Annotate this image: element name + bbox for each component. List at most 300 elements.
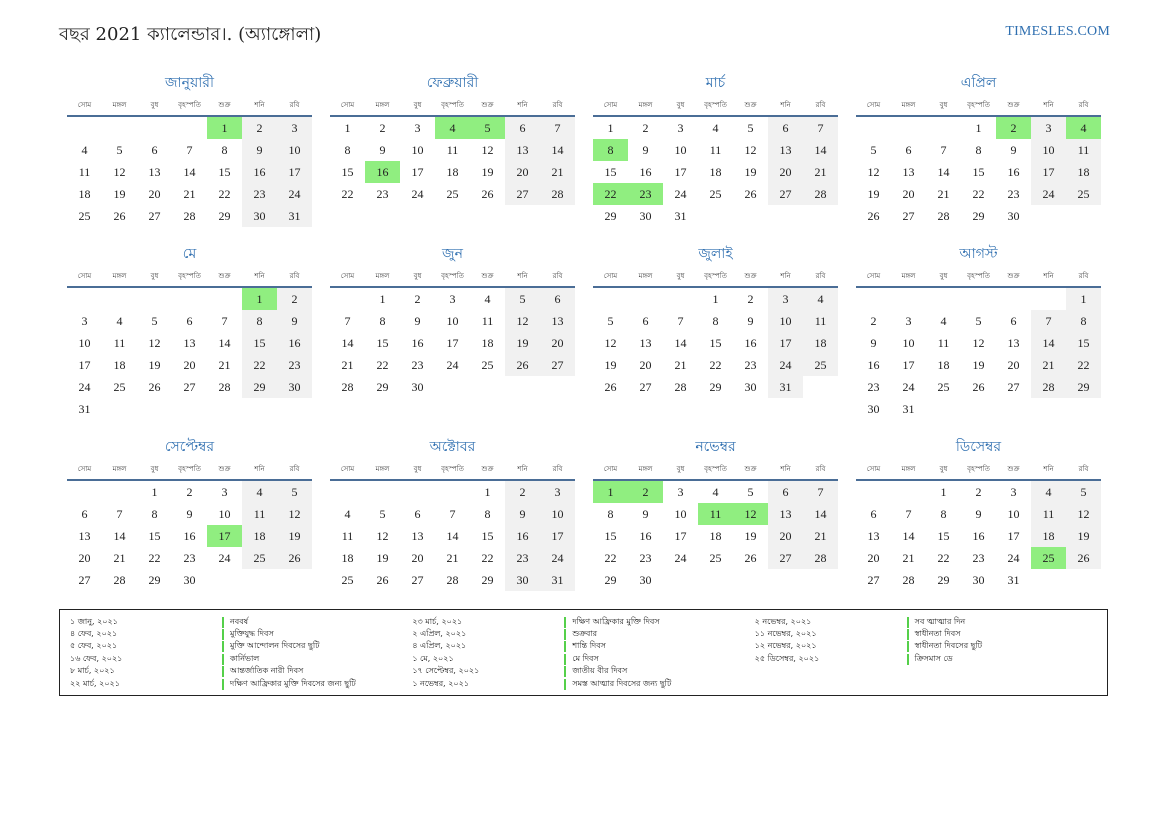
day-cell[interactable]: 5 <box>975 313 982 328</box>
day-cell[interactable]: 21 <box>218 357 231 372</box>
day-cell[interactable]: 28 <box>446 572 459 587</box>
day-cell[interactable]: 10 <box>674 506 687 521</box>
day-cell[interactable]: 18 <box>1066 161 1101 183</box>
day-cell[interactable]: 19 <box>744 164 757 179</box>
day-cell[interactable]: 24 <box>1007 550 1020 565</box>
day-cell[interactable]: 26 <box>376 572 389 587</box>
day-cell[interactable]: 4 <box>116 313 123 328</box>
day-cell[interactable]: 23 <box>242 183 277 205</box>
day-cell[interactable]: 27 <box>540 354 575 376</box>
day-cell[interactable]: 6 <box>540 288 575 310</box>
day-cell[interactable]: 27 <box>902 208 915 223</box>
day-cell[interactable]: 18 <box>1031 525 1066 547</box>
day-cell[interactable]: 10 <box>902 335 915 350</box>
day-cell[interactable]: 20 <box>639 357 652 372</box>
day-cell[interactable]: 16 <box>277 332 312 354</box>
day-cell[interactable]: 29 <box>148 572 161 587</box>
day-cell[interactable]: 7 <box>905 506 912 521</box>
day-cell[interactable]: 14 <box>446 528 459 543</box>
day-cell[interactable]: 5 <box>607 313 614 328</box>
day-cell[interactable]: 30 <box>867 401 880 416</box>
day-cell[interactable]: 15 <box>481 528 494 543</box>
day-cell[interactable]: 13 <box>1007 335 1020 350</box>
day-cell[interactable]: 14 <box>218 335 231 350</box>
day-cell[interactable]: 25 <box>1066 183 1101 205</box>
day-cell[interactable]: 20 <box>183 357 196 372</box>
day-cell[interactable]: 26 <box>604 379 617 394</box>
day-cell[interactable]: 26 <box>505 354 540 376</box>
day-cell[interactable]: 19 <box>867 186 880 201</box>
day-cell[interactable]: 26 <box>277 547 312 569</box>
day-cell[interactable]: 14 <box>183 164 196 179</box>
day-cell[interactable]: 21 <box>540 161 575 183</box>
day-cell[interactable]: 22 <box>376 357 389 372</box>
day-cell[interactable]: 7 <box>186 142 193 157</box>
holiday-day-cell[interactable]: 12 <box>733 503 768 525</box>
day-cell[interactable]: 5 <box>505 288 540 310</box>
day-cell[interactable]: 21 <box>803 161 838 183</box>
day-cell[interactable]: 5 <box>1066 481 1101 503</box>
day-cell[interactable]: 12 <box>148 335 161 350</box>
day-cell[interactable]: 20 <box>902 186 915 201</box>
day-cell[interactable]: 30 <box>277 376 312 398</box>
day-cell[interactable]: 12 <box>604 335 617 350</box>
day-cell[interactable]: 8 <box>379 313 386 328</box>
day-cell[interactable]: 26 <box>744 550 757 565</box>
day-cell[interactable]: 14 <box>341 335 354 350</box>
day-cell[interactable]: 19 <box>505 332 540 354</box>
day-cell[interactable]: 4 <box>344 506 351 521</box>
day-cell[interactable]: 9 <box>1010 142 1017 157</box>
day-cell[interactable]: 21 <box>446 550 459 565</box>
day-cell[interactable]: 2 <box>975 484 982 499</box>
day-cell[interactable]: 28 <box>803 183 838 205</box>
day-cell[interactable]: 6 <box>768 481 803 503</box>
day-cell[interactable]: 10 <box>277 139 312 161</box>
day-cell[interactable]: 25 <box>446 186 459 201</box>
day-cell[interactable]: 24 <box>540 547 575 569</box>
day-cell[interactable]: 26 <box>744 186 757 201</box>
holiday-day-cell[interactable]: 16 <box>365 161 400 183</box>
day-cell[interactable]: 15 <box>604 164 617 179</box>
day-cell[interactable]: 1 <box>712 291 719 306</box>
day-cell[interactable]: 18 <box>803 332 838 354</box>
day-cell[interactable]: 8 <box>940 506 947 521</box>
day-cell[interactable]: 11 <box>1031 503 1066 525</box>
day-cell[interactable]: 24 <box>768 354 803 376</box>
day-cell[interactable]: 1 <box>1066 288 1101 310</box>
day-cell[interactable]: 24 <box>411 186 424 201</box>
day-cell[interactable]: 12 <box>113 164 126 179</box>
day-cell[interactable]: 15 <box>376 335 389 350</box>
day-cell[interactable]: 30 <box>505 569 540 591</box>
day-cell[interactable]: 16 <box>505 525 540 547</box>
day-cell[interactable]: 31 <box>674 208 687 223</box>
day-cell[interactable]: 16 <box>744 335 757 350</box>
day-cell[interactable]: 10 <box>1007 506 1020 521</box>
day-cell[interactable]: 23 <box>376 186 389 201</box>
day-cell[interactable]: 27 <box>1007 379 1020 394</box>
day-cell[interactable]: 30 <box>1007 208 1020 223</box>
day-cell[interactable]: 21 <box>1031 354 1066 376</box>
day-cell[interactable]: 25 <box>113 379 126 394</box>
day-cell[interactable]: 21 <box>113 550 126 565</box>
day-cell[interactable]: 12 <box>972 335 985 350</box>
day-cell[interactable]: 6 <box>1010 313 1017 328</box>
day-cell[interactable]: 7 <box>344 313 351 328</box>
day-cell[interactable]: 6 <box>151 142 158 157</box>
day-cell[interactable]: 6 <box>870 506 877 521</box>
day-cell[interactable]: 23 <box>744 357 757 372</box>
day-cell[interactable]: 9 <box>379 142 386 157</box>
day-cell[interactable]: 18 <box>446 164 459 179</box>
day-cell[interactable]: 26 <box>972 379 985 394</box>
day-cell[interactable]: 11 <box>709 142 722 157</box>
day-cell[interactable]: 9 <box>870 335 877 350</box>
holiday-day-cell[interactable]: 4 <box>1066 117 1101 139</box>
day-cell[interactable]: 16 <box>242 161 277 183</box>
day-cell[interactable]: 20 <box>78 550 91 565</box>
day-cell[interactable]: 5 <box>116 142 123 157</box>
day-cell[interactable]: 19 <box>604 357 617 372</box>
day-cell[interactable]: 31 <box>1007 572 1020 587</box>
holiday-day-cell[interactable]: 5 <box>470 117 505 139</box>
day-cell[interactable]: 14 <box>902 528 915 543</box>
day-cell[interactable]: 9 <box>414 313 421 328</box>
day-cell[interactable]: 3 <box>221 484 228 499</box>
day-cell[interactable]: 31 <box>902 401 915 416</box>
day-cell[interactable]: 19 <box>277 525 312 547</box>
day-cell[interactable]: 22 <box>972 186 985 201</box>
day-cell[interactable]: 1 <box>379 291 386 306</box>
day-cell[interactable]: 20 <box>505 161 540 183</box>
day-cell[interactable]: 17 <box>674 528 687 543</box>
day-cell[interactable]: 7 <box>1031 310 1066 332</box>
day-cell[interactable]: 16 <box>972 528 985 543</box>
day-cell[interactable]: 2 <box>505 481 540 503</box>
day-cell[interactable]: 14 <box>803 139 838 161</box>
day-cell[interactable]: 5 <box>277 481 312 503</box>
day-cell[interactable]: 13 <box>411 528 424 543</box>
day-cell[interactable]: 9 <box>747 313 754 328</box>
day-cell[interactable]: 21 <box>803 525 838 547</box>
day-cell[interactable]: 8 <box>975 142 982 157</box>
day-cell[interactable]: 7 <box>449 506 456 521</box>
day-cell[interactable]: 3 <box>81 313 88 328</box>
day-cell[interactable]: 7 <box>540 117 575 139</box>
day-cell[interactable]: 8 <box>151 506 158 521</box>
day-cell[interactable]: 21 <box>674 357 687 372</box>
day-cell[interactable]: 29 <box>376 379 389 394</box>
day-cell[interactable]: 22 <box>937 550 950 565</box>
day-cell[interactable]: 24 <box>674 186 687 201</box>
day-cell[interactable]: 31 <box>540 569 575 591</box>
day-cell[interactable]: 25 <box>803 354 838 376</box>
day-cell[interactable]: 17 <box>78 357 91 372</box>
day-cell[interactable]: 18 <box>709 164 722 179</box>
day-cell[interactable]: 23 <box>1007 186 1020 201</box>
day-cell[interactable]: 19 <box>113 186 126 201</box>
day-cell[interactable]: 6 <box>505 117 540 139</box>
day-cell[interactable]: 23 <box>972 550 985 565</box>
day-cell[interactable]: 9 <box>642 506 649 521</box>
day-cell[interactable]: 15 <box>972 164 985 179</box>
day-cell[interactable]: 6 <box>642 313 649 328</box>
day-cell[interactable]: 24 <box>1031 183 1066 205</box>
day-cell[interactable]: 1 <box>344 120 351 135</box>
holiday-day-cell[interactable]: 17 <box>207 525 242 547</box>
day-cell[interactable]: 2 <box>277 288 312 310</box>
day-cell[interactable]: 8 <box>607 506 614 521</box>
day-cell[interactable]: 12 <box>744 142 757 157</box>
day-cell[interactable]: 16 <box>1007 164 1020 179</box>
day-cell[interactable]: 30 <box>972 572 985 587</box>
day-cell[interactable]: 27 <box>411 572 424 587</box>
day-cell[interactable]: 2 <box>747 291 754 306</box>
day-cell[interactable]: 14 <box>803 503 838 525</box>
day-cell[interactable]: 27 <box>183 379 196 394</box>
day-cell[interactable]: 13 <box>639 335 652 350</box>
day-cell[interactable]: 5 <box>747 120 754 135</box>
day-cell[interactable]: 28 <box>803 547 838 569</box>
day-cell[interactable]: 18 <box>709 528 722 543</box>
day-cell[interactable]: 16 <box>411 335 424 350</box>
day-cell[interactable]: 17 <box>540 525 575 547</box>
day-cell[interactable]: 28 <box>113 572 126 587</box>
day-cell[interactable]: 23 <box>277 354 312 376</box>
day-cell[interactable]: 3 <box>277 117 312 139</box>
day-cell[interactable]: 11 <box>446 142 459 157</box>
day-cell[interactable]: 25 <box>78 208 91 223</box>
day-cell[interactable]: 11 <box>937 335 950 350</box>
day-cell[interactable]: 15 <box>341 164 354 179</box>
day-cell[interactable]: 27 <box>78 572 91 587</box>
day-cell[interactable]: 17 <box>674 164 687 179</box>
day-cell[interactable]: 22 <box>604 550 617 565</box>
day-cell[interactable]: 12 <box>505 310 540 332</box>
day-cell[interactable]: 11 <box>242 503 277 525</box>
day-cell[interactable]: 6 <box>414 506 421 521</box>
day-cell[interactable]: 21 <box>341 357 354 372</box>
day-cell[interactable]: 20 <box>768 161 803 183</box>
day-cell[interactable]: 15 <box>148 528 161 543</box>
day-cell[interactable]: 7 <box>940 142 947 157</box>
day-cell[interactable]: 14 <box>937 164 950 179</box>
day-cell[interactable]: 23 <box>411 357 424 372</box>
day-cell[interactable]: 29 <box>604 208 617 223</box>
day-cell[interactable]: 26 <box>113 208 126 223</box>
day-cell[interactable]: 8 <box>1066 310 1101 332</box>
day-cell[interactable]: 13 <box>540 310 575 332</box>
day-cell[interactable]: 29 <box>481 572 494 587</box>
day-cell[interactable]: 20 <box>867 550 880 565</box>
day-cell[interactable]: 8 <box>344 142 351 157</box>
day-cell[interactable]: 6 <box>768 117 803 139</box>
day-cell[interactable]: 29 <box>972 208 985 223</box>
day-cell[interactable]: 30 <box>639 208 652 223</box>
day-cell[interactable]: 24 <box>902 379 915 394</box>
day-cell[interactable]: 10 <box>446 313 459 328</box>
day-cell[interactable]: 5 <box>870 142 877 157</box>
day-cell[interactable]: 22 <box>709 357 722 372</box>
day-cell[interactable]: 29 <box>709 379 722 394</box>
day-cell[interactable]: 24 <box>277 183 312 205</box>
holiday-day-cell[interactable]: 4 <box>435 117 470 139</box>
day-cell[interactable]: 3 <box>677 120 684 135</box>
holiday-day-cell[interactable]: 1 <box>593 481 628 503</box>
day-cell[interactable]: 4 <box>803 288 838 310</box>
day-cell[interactable]: 30 <box>744 379 757 394</box>
day-cell[interactable]: 7 <box>803 481 838 503</box>
holiday-day-cell[interactable]: 8 <box>593 139 628 161</box>
day-cell[interactable]: 13 <box>902 164 915 179</box>
day-cell[interactable]: 10 <box>768 310 803 332</box>
day-cell[interactable]: 26 <box>481 186 494 201</box>
day-cell[interactable]: 28 <box>674 379 687 394</box>
day-cell[interactable]: 17 <box>1007 528 1020 543</box>
day-cell[interactable]: 30 <box>242 205 277 227</box>
day-cell[interactable]: 31 <box>768 376 803 398</box>
day-cell[interactable]: 27 <box>639 379 652 394</box>
day-cell[interactable]: 7 <box>221 313 228 328</box>
day-cell[interactable]: 25 <box>341 572 354 587</box>
day-cell[interactable]: 3 <box>449 291 456 306</box>
day-cell[interactable]: 3 <box>768 288 803 310</box>
day-cell[interactable]: 4 <box>712 120 719 135</box>
day-cell[interactable]: 18 <box>481 335 494 350</box>
day-cell[interactable]: 27 <box>768 183 803 205</box>
day-cell[interactable]: 12 <box>481 142 494 157</box>
day-cell[interactable]: 31 <box>78 401 91 416</box>
day-cell[interactable]: 1 <box>940 484 947 499</box>
day-cell[interactable]: 19 <box>972 357 985 372</box>
day-cell[interactable]: 2 <box>242 117 277 139</box>
day-cell[interactable]: 21 <box>937 186 950 201</box>
day-cell[interactable]: 2 <box>414 291 421 306</box>
day-cell[interactable]: 11 <box>113 335 126 350</box>
day-cell[interactable]: 21 <box>902 550 915 565</box>
day-cell[interactable]: 29 <box>218 208 231 223</box>
day-cell[interactable]: 1 <box>607 120 614 135</box>
day-cell[interactable]: 18 <box>341 550 354 565</box>
day-cell[interactable]: 1 <box>484 484 491 499</box>
day-cell[interactable]: 15 <box>218 164 231 179</box>
day-cell[interactable]: 18 <box>113 357 126 372</box>
day-cell[interactable]: 2 <box>186 484 193 499</box>
day-cell[interactable]: 8 <box>712 313 719 328</box>
day-cell[interactable]: 4 <box>242 481 277 503</box>
day-cell[interactable]: 14 <box>113 528 126 543</box>
day-cell[interactable]: 14 <box>674 335 687 350</box>
day-cell[interactable]: 22 <box>1066 354 1101 376</box>
day-cell[interactable]: 25 <box>481 357 494 372</box>
day-cell[interactable]: 24 <box>218 550 231 565</box>
day-cell[interactable]: 17 <box>902 357 915 372</box>
day-cell[interactable]: 19 <box>481 164 494 179</box>
day-cell[interactable]: 17 <box>277 161 312 183</box>
day-cell[interactable]: 29 <box>242 376 277 398</box>
day-cell[interactable]: 9 <box>505 503 540 525</box>
holiday-day-cell[interactable]: 25 <box>1031 547 1066 569</box>
day-cell[interactable]: 25 <box>709 550 722 565</box>
day-cell[interactable]: 20 <box>540 332 575 354</box>
day-cell[interactable]: 21 <box>183 186 196 201</box>
day-cell[interactable]: 9 <box>642 142 649 157</box>
day-cell[interactable]: 8 <box>484 506 491 521</box>
day-cell[interactable]: 8 <box>242 310 277 332</box>
day-cell[interactable]: 10 <box>218 506 231 521</box>
day-cell[interactable]: 17 <box>411 164 424 179</box>
holiday-day-cell[interactable]: 2 <box>628 481 663 503</box>
day-cell[interactable]: 23 <box>505 547 540 569</box>
day-cell[interactable]: 16 <box>639 528 652 543</box>
day-cell[interactable]: 9 <box>277 310 312 332</box>
day-cell[interactable]: 5 <box>151 313 158 328</box>
brand-link[interactable]: TIMESLES.COM <box>1005 24 1110 39</box>
day-cell[interactable]: 13 <box>183 335 196 350</box>
day-cell[interactable]: 1 <box>151 484 158 499</box>
day-cell[interactable]: 12 <box>867 164 880 179</box>
day-cell[interactable]: 6 <box>81 506 88 521</box>
day-cell[interactable]: 3 <box>414 120 421 135</box>
day-cell[interactable]: 11 <box>341 528 354 543</box>
day-cell[interactable]: 24 <box>674 550 687 565</box>
day-cell[interactable]: 20 <box>1007 357 1020 372</box>
day-cell[interactable]: 11 <box>481 313 494 328</box>
day-cell[interactable]: 3 <box>1031 117 1066 139</box>
day-cell[interactable]: 25 <box>937 379 950 394</box>
day-cell[interactable]: 4 <box>81 142 88 157</box>
day-cell[interactable]: 13 <box>867 528 880 543</box>
day-cell[interactable]: 1 <box>975 120 982 135</box>
day-cell[interactable]: 28 <box>937 208 950 223</box>
day-cell[interactable]: 7 <box>116 506 123 521</box>
day-cell[interactable]: 15 <box>709 335 722 350</box>
day-cell[interactable]: 17 <box>446 335 459 350</box>
day-cell[interactable]: 4 <box>940 313 947 328</box>
day-cell[interactable]: 11 <box>803 310 838 332</box>
day-cell[interactable]: 10 <box>411 142 424 157</box>
day-cell[interactable]: 5 <box>379 506 386 521</box>
day-cell[interactable]: 19 <box>148 357 161 372</box>
day-cell[interactable]: 30 <box>639 572 652 587</box>
day-cell[interactable]: 15 <box>937 528 950 543</box>
day-cell[interactable]: 25 <box>242 547 277 569</box>
day-cell[interactable]: 4 <box>712 484 719 499</box>
day-cell[interactable]: 15 <box>242 332 277 354</box>
day-cell[interactable]: 15 <box>604 528 617 543</box>
day-cell[interactable]: 9 <box>975 506 982 521</box>
day-cell[interactable]: 8 <box>221 142 228 157</box>
day-cell[interactable]: 9 <box>186 506 193 521</box>
day-cell[interactable]: 29 <box>604 572 617 587</box>
day-cell[interactable]: 16 <box>867 357 880 372</box>
holiday-day-cell[interactable]: 1 <box>207 117 242 139</box>
day-cell[interactable]: 13 <box>78 528 91 543</box>
day-cell[interactable]: 22 <box>341 186 354 201</box>
day-cell[interactable]: 10 <box>674 142 687 157</box>
day-cell[interactable]: 31 <box>277 205 312 227</box>
day-cell[interactable]: 18 <box>242 525 277 547</box>
day-cell[interactable]: 19 <box>1066 525 1101 547</box>
day-cell[interactable]: 3 <box>1010 484 1017 499</box>
day-cell[interactable]: 28 <box>218 379 231 394</box>
day-cell[interactable]: 4 <box>484 291 491 306</box>
day-cell[interactable]: 22 <box>218 186 231 201</box>
holiday-day-cell[interactable]: 11 <box>698 503 733 525</box>
day-cell[interactable]: 7 <box>803 117 838 139</box>
day-cell[interactable]: 14 <box>540 139 575 161</box>
